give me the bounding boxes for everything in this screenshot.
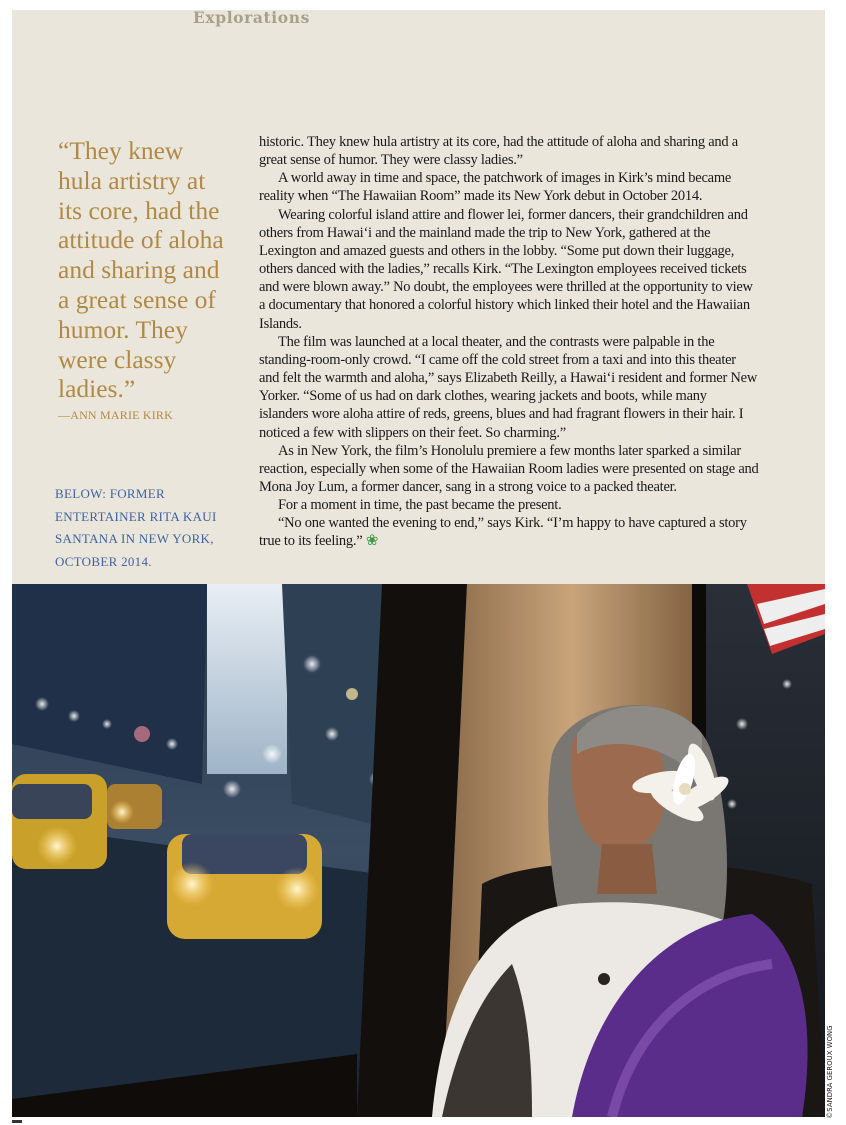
taxi-front bbox=[167, 834, 322, 939]
taxi-mid bbox=[107, 784, 162, 829]
article-paragraph: As in New York, the film’s Honolulu premiere a few months later sparked a similar reaction, especially when some of the Hawaiian Room ladies were presented on stage and Mona Joy Lum, a former dancer, sang in a strong voice to a packed theater. bbox=[259, 442, 759, 495]
flower-end-mark-icon: ❀ bbox=[365, 533, 379, 550]
taxi-left bbox=[12, 774, 107, 869]
article-paragraph-last bbox=[259, 514, 759, 550]
article-paragraph: The film was launched at a local theater, and the contrasts were palpable in the standing-room-only crowd. “I came off the cold street from a taxi and into this theater and felt the warmth and aloha,” says Elizabeth Reilly, a Hawai‘i resident and former New Yorker. “Some of us had on dark clothes, wearing jackets and boots, while many islanders wore aloha attire of reds, greens, blues and had fragrant flowers in their hair. I noticed a few with slippers on their feet. So charming.” bbox=[259, 333, 758, 441]
article-paragraph-text: “No one wanted the evening to end,” says Kirk. “I’m happy to have captured a story true to its feeling.” bbox=[259, 515, 747, 550]
photo-credit-text: ©SANDRA GEROUX WONG bbox=[826, 1025, 834, 1119]
article-paragraph: Wearing colorful island attire and flower lei, former dancers, their grandchildren and others from Hawai‘i and the mainland made the trip to New York, gathered at the Lexington and amazed guests and others in the lobby. “Some put down their luggage, others danced with the ladies,” recalls Kirk. “The Lexington employees received tickets and were blown away.” No doubt, the employees were thrilled at the opportunity to view a documentary that honored a colorful history which linked their hotel and the Hawaiian Islands. bbox=[259, 206, 753, 332]
article-paragraph: historic. They knew hula artistry at its core, had the attitude of aloha and sharing and a great sense of humor. They were classy ladies.” bbox=[259, 134, 738, 169]
pull-quote-text: “They knew hula artistry at its core, had the attitude of aloha and sharing and a great sense of humor. They were classy ladies.” bbox=[58, 136, 224, 404]
article-body bbox=[259, 133, 759, 551]
article-paragraph: A world away in time and space, the patchwork of images in Kirk’s mind became reality when “The Hawaiian Room” made its New York debut in October 2014. bbox=[259, 170, 732, 205]
section-label: Explorations bbox=[193, 8, 310, 27]
article-paragraph: For a moment in time, the past became the present. bbox=[278, 497, 562, 514]
pull-quote-attribution: —ANN MARIE KIRK bbox=[58, 408, 173, 423]
photo-credit bbox=[823, 1025, 837, 1119]
pull-quote bbox=[58, 136, 233, 423]
photo-caption: BELOW: FORMER ENTERTAINER RITA KAUI SANTANA IN NEW YORK, OCTOBER 2014. bbox=[55, 486, 217, 569]
feature-photo bbox=[12, 584, 825, 1117]
page-number-mark bbox=[12, 1120, 22, 1123]
